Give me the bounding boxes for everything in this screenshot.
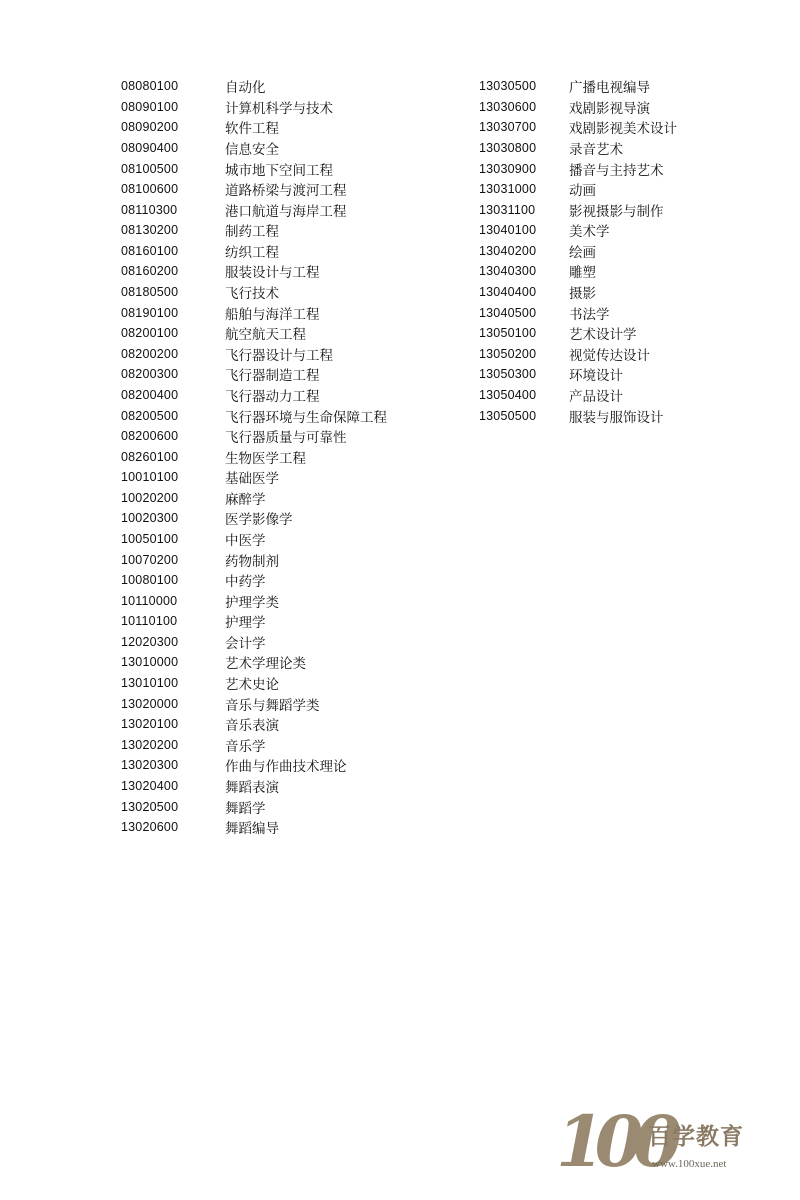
major-row <box>121 693 387 714</box>
major-row <box>121 776 387 797</box>
major-name: 中医学 <box>225 533 266 549</box>
logo-brand-name: 百学教育 <box>648 1123 744 1150</box>
major-code: 13020000 <box>121 696 179 711</box>
major-row <box>479 158 677 179</box>
major-row <box>121 508 387 529</box>
major-row <box>121 714 387 735</box>
major-name: 港口航道与海岸工程 <box>225 203 347 220</box>
major-name: 航空航天工程 <box>225 327 306 344</box>
major-name: 艺术设计学 <box>569 327 637 344</box>
major-code: 13020400 <box>121 778 179 793</box>
major-name: 影视摄影与制作 <box>569 203 664 220</box>
major-row <box>121 817 387 838</box>
major-code: 13031000 <box>479 182 537 197</box>
major-name: 中药学 <box>225 574 266 591</box>
major-row <box>121 735 387 756</box>
major-name: 信息安全 <box>225 142 279 159</box>
major-code: 08200300 <box>121 367 179 382</box>
major-name: 摄影 <box>569 286 596 303</box>
major-row <box>479 323 677 344</box>
major-name: 飞行器动力工程 <box>225 388 320 405</box>
major-code: 10110100 <box>121 614 178 629</box>
major-row <box>479 138 677 159</box>
major-row <box>121 364 387 385</box>
major-code: 13020100 <box>121 717 179 732</box>
major-row <box>121 323 387 344</box>
major-code: 10020200 <box>121 490 179 505</box>
major-row <box>479 364 677 385</box>
major-code: 08110300 <box>121 202 178 217</box>
major-name: 飞行器制造工程 <box>225 368 320 385</box>
major-row <box>479 199 677 220</box>
major-row <box>121 261 387 282</box>
major-row <box>121 488 387 509</box>
major-row <box>121 282 387 303</box>
major-name: 录音艺术 <box>569 142 623 159</box>
major-name: 道路桥梁与渡河工程 <box>225 183 347 200</box>
major-name: 音乐表演 <box>225 718 279 735</box>
major-code: 08090100 <box>121 99 179 114</box>
major-code: 13050100 <box>479 326 537 341</box>
major-name: 会计学 <box>225 635 266 652</box>
major-name: 麻醉学 <box>225 491 266 508</box>
major-code: 08090400 <box>121 141 179 156</box>
major-row <box>121 344 387 365</box>
major-row <box>121 241 387 262</box>
major-code: 13020300 <box>121 758 179 773</box>
major-code: 13040500 <box>479 305 537 320</box>
major-name: 绘画 <box>569 244 596 261</box>
major-name: 飞行器设计与工程 <box>225 347 333 364</box>
major-name: 生物医学工程 <box>225 450 306 467</box>
major-row <box>121 673 387 694</box>
major-code: 08100600 <box>121 182 179 197</box>
major-name: 舞蹈编导 <box>225 821 279 838</box>
logo-url: www.100xue.net <box>652 1158 727 1170</box>
major-code: 13030600 <box>479 99 537 114</box>
major-code: 13030800 <box>479 141 537 156</box>
major-row <box>121 405 387 426</box>
major-row <box>121 220 387 241</box>
major-code: 13050200 <box>479 346 537 361</box>
brand-logo <box>556 1100 756 1184</box>
major-name: 基础医学 <box>225 471 279 488</box>
major-row <box>479 97 677 118</box>
major-name: 船舶与海洋工程 <box>225 306 320 323</box>
major-row <box>479 117 677 138</box>
major-code: 08130200 <box>121 223 179 238</box>
major-name: 医学影像学 <box>225 512 293 529</box>
major-code: 10080100 <box>121 573 179 588</box>
major-name: 雕塑 <box>569 265 596 282</box>
major-row <box>121 302 387 323</box>
major-code: 08200200 <box>121 346 179 361</box>
major-code: 08190100 <box>121 305 179 320</box>
major-code: 08100500 <box>121 161 179 176</box>
major-row <box>479 405 677 426</box>
major-code: 13040300 <box>479 264 537 279</box>
major-row <box>479 76 677 97</box>
major-code: 13050300 <box>479 367 537 382</box>
major-code: 13010000 <box>121 655 179 670</box>
major-code: 13010100 <box>121 676 179 691</box>
major-code: 08200100 <box>121 326 179 341</box>
major-name: 动画 <box>569 183 596 200</box>
major-row <box>479 344 677 365</box>
major-code: 08260100 <box>121 449 179 464</box>
major-code: 12020300 <box>121 634 179 649</box>
major-row <box>121 632 387 653</box>
major-row <box>121 97 387 118</box>
major-name: 产品设计 <box>569 388 623 405</box>
major-name: 飞行器质量与可靠性 <box>225 430 347 447</box>
major-name: 制药工程 <box>225 224 279 241</box>
major-code: 08160200 <box>121 264 179 279</box>
major-row <box>121 611 387 632</box>
major-row <box>479 385 677 406</box>
major-name: 戏剧影视美术设计 <box>569 121 677 138</box>
major-name: 书法学 <box>569 306 610 323</box>
major-code: 08080100 <box>121 79 179 94</box>
major-name: 广播电视编导 <box>569 80 650 97</box>
major-code: 13030900 <box>479 161 537 176</box>
major-row <box>121 529 387 550</box>
major-row <box>479 282 677 303</box>
major-code: 13050500 <box>479 408 537 423</box>
major-row <box>121 426 387 447</box>
major-row <box>479 179 677 200</box>
major-code: 10050100 <box>121 532 179 546</box>
major-name: 音乐与舞蹈学类 <box>225 697 320 714</box>
major-row <box>479 302 677 323</box>
major-row <box>121 549 387 570</box>
major-name: 服装与服饰设计 <box>569 409 664 426</box>
major-name: 舞蹈表演 <box>225 779 279 796</box>
major-code: 08160100 <box>121 243 179 258</box>
major-row <box>121 138 387 159</box>
major-name: 计算机科学与技术 <box>225 100 333 117</box>
major-name: 护理学 <box>225 615 266 632</box>
major-row <box>479 220 677 241</box>
left-major-list <box>121 76 387 837</box>
major-code: 13020600 <box>121 820 179 835</box>
major-row <box>121 796 387 817</box>
major-row <box>121 199 387 220</box>
major-row <box>479 261 677 282</box>
major-name: 戏剧影视导演 <box>569 100 650 117</box>
major-name: 艺术学理论类 <box>225 656 306 673</box>
major-name: 城市地下空间工程 <box>225 162 333 179</box>
major-code: 08200600 <box>121 429 179 444</box>
major-code: 10070200 <box>121 552 179 567</box>
major-code: 13040200 <box>479 243 537 258</box>
major-code: 13030500 <box>479 79 537 94</box>
major-row <box>121 385 387 406</box>
major-name: 环境设计 <box>569 368 623 385</box>
major-row <box>121 652 387 673</box>
major-code: 10110000 <box>121 593 178 608</box>
major-name: 美术学 <box>569 224 610 241</box>
major-row <box>121 179 387 200</box>
major-code: 08200500 <box>121 408 179 423</box>
major-name: 播音与主持艺术 <box>569 162 664 179</box>
major-name: 护理学类 <box>225 594 279 611</box>
major-code: 08200400 <box>121 387 179 402</box>
major-code: 13040100 <box>479 223 537 238</box>
major-name: 艺术史论 <box>225 677 279 694</box>
major-name: 服装设计与工程 <box>225 265 320 282</box>
logo-number: 100 <box>556 1100 673 1183</box>
major-row <box>121 446 387 467</box>
major-code: 13030700 <box>479 120 537 135</box>
major-code: 13031100 <box>479 202 536 217</box>
major-row <box>121 158 387 179</box>
major-row <box>121 570 387 591</box>
major-name: 飞行器环境与生命保障工程 <box>225 409 387 426</box>
major-name: 视觉传达设计 <box>569 347 650 364</box>
major-name: 软件工程 <box>225 121 279 138</box>
major-name: 药物制剂 <box>225 553 279 570</box>
major-code: 08090200 <box>121 120 179 135</box>
major-row <box>121 117 387 138</box>
major-name: 飞行技术 <box>225 286 279 303</box>
major-row <box>121 76 387 97</box>
major-name: 作曲与作曲技术理论 <box>225 759 347 776</box>
major-code: 08180500 <box>121 285 179 300</box>
major-code: 13020500 <box>121 799 179 814</box>
major-row <box>121 590 387 611</box>
major-code: 13040400 <box>479 285 537 300</box>
right-major-list <box>479 76 677 426</box>
major-code: 13020200 <box>121 737 179 752</box>
major-row <box>479 241 677 262</box>
major-name: 舞蹈学 <box>225 800 266 817</box>
major-name: 纺织工程 <box>225 244 279 261</box>
major-code: 10010100 <box>121 470 179 485</box>
major-row <box>121 755 387 776</box>
major-code: 10020300 <box>121 511 179 526</box>
major-row <box>121 467 387 488</box>
major-name: 自动化 <box>225 80 266 97</box>
major-name: 音乐学 <box>225 738 266 755</box>
major-code: 13050400 <box>479 387 537 402</box>
